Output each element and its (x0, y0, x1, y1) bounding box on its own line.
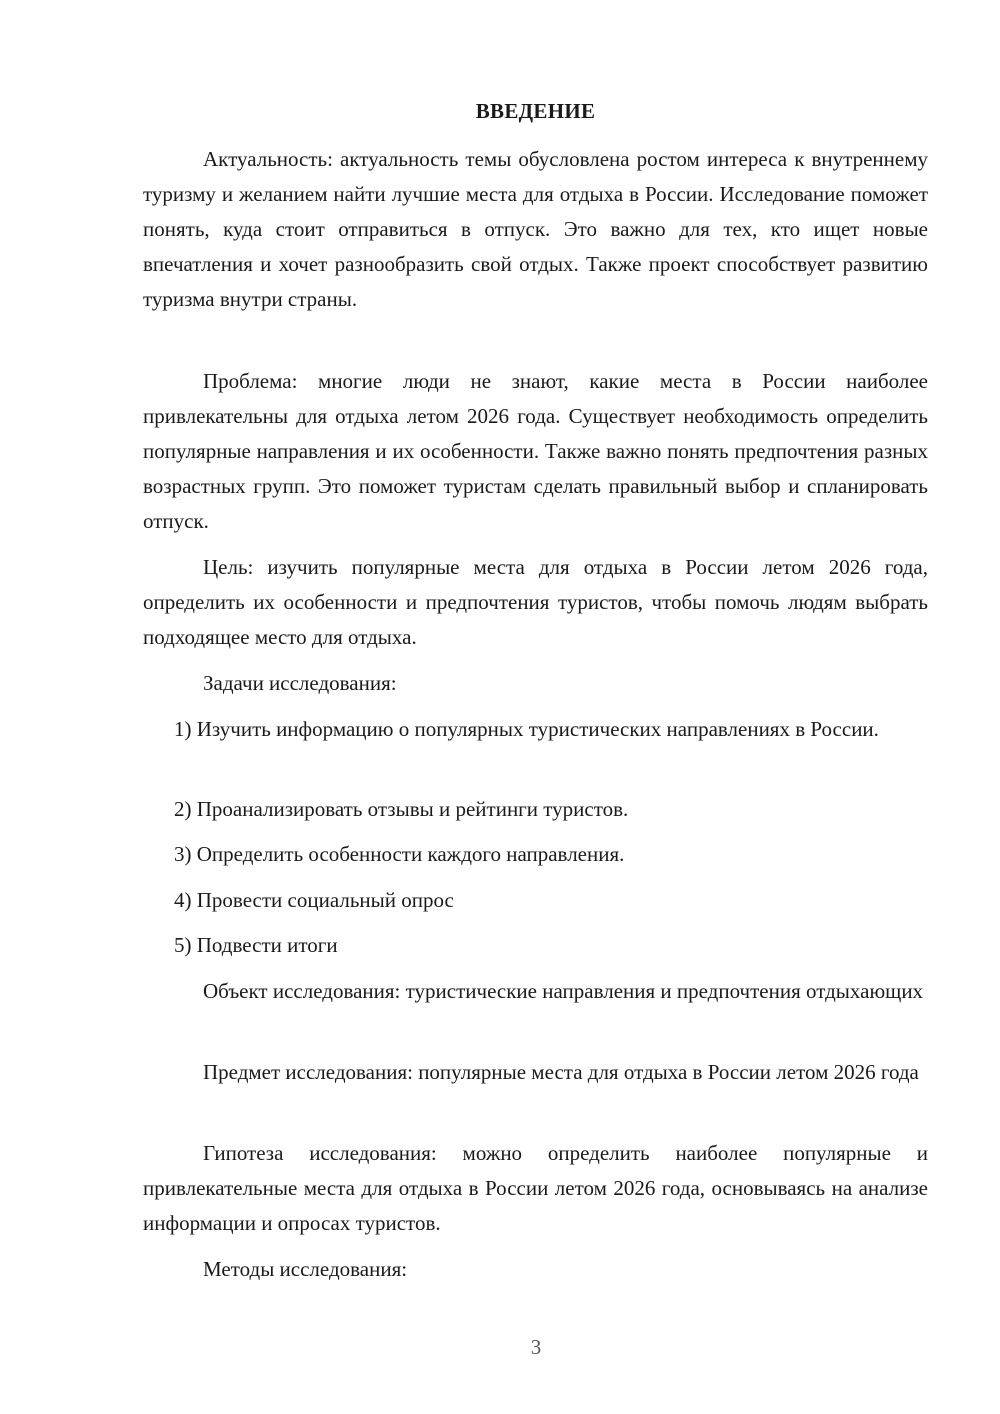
page-title: ВВЕДЕНИЕ (475, 99, 596, 123)
task-item-5: 5) Подвести итоги (174, 933, 338, 957)
task-item-3: 3) Определить особенности каждого направления. (174, 842, 625, 866)
task-item-2: 2) Проанализировать отзывы и рейтинги туристов. (174, 797, 629, 821)
problem-paragraph: Проблема: многие люди не знают, какие места в России наиболее привлекательны для отдыха летом 2026 года. Существует необходимость определить популярные направления и их особенности. Также важно понять предпочтения разных возрастных групп. Это поможет туристам сделать правильный выбор и спланировать отпуск. (143, 369, 928, 533)
relevance-paragraph: Актуальность: актуальность темы обусловлена ростом интереса к внутреннему туризму и желанием найти лучшие места для отдыха в России. Исследование поможет понять, куда стоит отправиться в отпуск. Это важно для тех, кто ищет новые впечатления и хочет разнообразить свой отдых. Также проект способствует развитию туризма внутри страны. (143, 147, 928, 311)
task-item-4: 4) Провести социальный опрос (174, 888, 454, 912)
goal-paragraph: Цель: изучить популярные места для отдыха в России летом 2026 года, определить их особенности и предпочтения туристов, чтобы помочь людям выбрать подходящее место для отдыха. (143, 555, 928, 649)
hypothesis-paragraph: Гипотеза исследования: можно определить наиболее популярные и привлекательные места для отдыха в России летом 2026 года, основываясь на анализе информации и опросах туристов. (143, 1141, 928, 1235)
page-number: 3 (530, 1335, 542, 1359)
methods-title: Методы исследования: (203, 1257, 408, 1281)
tasks-title: Задачи исследования: (203, 671, 397, 695)
subject-paragraph: Предмет исследования: популярные места для отдыха в России летом 2026 года (203, 1060, 919, 1084)
object-paragraph: Объект исследования: туристические направления и предпочтения отдыхающих (203, 979, 924, 1003)
task-item-1: 1) Изучить информацию о популярных туристических направлениях в России. (174, 717, 879, 741)
